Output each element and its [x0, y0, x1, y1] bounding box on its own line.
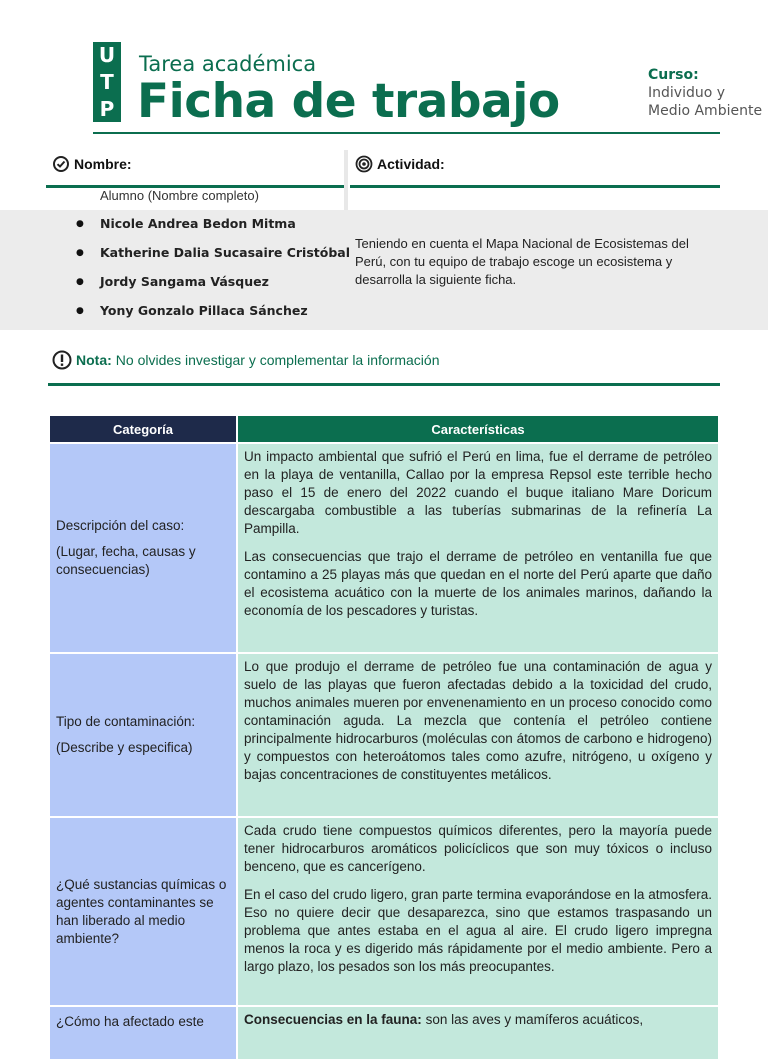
category-cell: [50, 1007, 236, 1059]
list-item: ● Katherine Dalia Sucasaire Cristóbal: [76, 243, 350, 272]
list-item: ● Nicole Andrea Bedon Mitma: [76, 214, 350, 243]
note: [52, 350, 439, 370]
activity-description: Teniendo en cuenta el Mapa Nacional de Ecosistemas del Perú, con tu equipo de trabajo escoge un ecosistema y desarrolla la siguiente ficha.: [355, 236, 689, 287]
characteristics-text: [244, 1011, 712, 1029]
document-subtitle: Tarea académica: [139, 52, 317, 76]
student-caption: Alumno (Nombre completo): [100, 188, 259, 203]
table-row: [50, 654, 718, 816]
characteristics-text: En el caso del crudo ligero, gran parte termina evaporándose en la atmosfera. Eso no quiere decir que desaparezca, sino que estamos traspasando un problema que antes estaba en el agua al aire. El crudo ligero impregna menos la roca y es digerido más rápidamente por el medio ambiente. Pero a largo plazo, los pesados son los más preocupantes.: [244, 887, 712, 974]
activity-label-text: Actividad:: [377, 156, 445, 172]
table-row: [50, 818, 718, 1005]
check-circle-icon: [52, 155, 70, 173]
course-name-line: Individuo y: [648, 85, 726, 101]
column-divider: [344, 150, 348, 210]
list-item: ● Yony Gonzalo Pillaca Sánchez: [76, 301, 350, 330]
logo-letter: T: [100, 69, 114, 94]
note-text: No olvides investigar y complementar la información: [115, 352, 440, 368]
category-text: ¿Cómo ha afectado este: [56, 1014, 204, 1029]
name-label-text: Nombre:: [74, 156, 132, 172]
category-cell: [50, 818, 236, 1005]
note-underline: [48, 383, 720, 386]
list-item: ● Jordy Sangama Vásquez: [76, 272, 350, 301]
note-label: Nota:: [76, 352, 112, 368]
activity-field-label: [355, 155, 445, 173]
exclamation-circle-icon: [52, 350, 72, 370]
table-row: [50, 1007, 718, 1059]
category-text: ¿Qué sustancias químicas o agentes contaminantes se han liberado al medio ambiente?: [56, 876, 227, 946]
logo-letter: U: [98, 43, 116, 68]
characteristics-text-rest: son las aves y mamíferos acuáticos,: [421, 1012, 644, 1027]
course-label: Curso:: [648, 67, 699, 83]
category-text: (Describe y especifica): [56, 740, 193, 755]
column-header-characteristics: Características: [238, 416, 718, 442]
name-field-label: [52, 155, 132, 173]
category-cell: [50, 654, 236, 816]
category-text: Tipo de contaminación:: [56, 714, 196, 729]
table-header-row: [50, 416, 718, 442]
logo-letter: P: [99, 96, 115, 121]
course-name-line: Medio Ambiente: [648, 103, 763, 119]
activity-field-underline: [350, 185, 720, 188]
characteristics-text: Un impacto ambiental que sufrió el Perú en lima, fue el derrame de petróleo en la playa de ventanilla, Callao por la empresa Repsol este terrible hecho paso el 15 de enero del 2022 cuando el buque italiano Mare Doricum descargaba combustible a las tuberías submarinas de la refinería La Pampilla.: [244, 449, 712, 536]
characteristics-text: Lo que produjo el derrame de petróleo fue una contaminación de agua y suelo de las playas que fueron afectadas debido a la toxicidad del crudo, muchos animales mueren por envenenamiento en un proceso conocido como contaminación aguda. La mezcla que contenía el petróleo contiene principalmente hidrocarburos (moléculas con átomos de carbono e hidrogeno) y compuestos con heteroátomos tales como azufre, nitrógeno, u oxígeno y bajas concentraciones de constituyentes metálicos.: [244, 659, 712, 782]
table-row: [50, 444, 718, 652]
target-icon: [355, 155, 373, 173]
characteristics-cell: [238, 818, 718, 1005]
student-list: [76, 214, 350, 330]
characteristics-cell: [238, 654, 718, 816]
category-text: Descripción del caso:: [56, 518, 185, 533]
utp-logo: [93, 42, 121, 122]
column-header-category: Categoría: [50, 416, 236, 442]
characteristics-bold-lead: Consecuencias en la fauna:: [244, 1012, 422, 1027]
header-divider: [93, 132, 720, 134]
characteristics-text: Cada crudo tiene compuestos químicos diferentes, pero la mayoría puede tener hidrocarburos aromáticos policíclicos que son muy tóxicos o incluso benceno, que es cancerígeno.: [244, 823, 712, 874]
characteristics-cell: [238, 1007, 718, 1059]
course-info: [648, 66, 766, 120]
document-title: Ficha de trabajo: [137, 74, 560, 129]
category-text: (Lugar, fecha, causas y consecuencias): [56, 544, 196, 577]
worksheet-table: [48, 414, 720, 1061]
characteristics-cell: [238, 444, 718, 652]
category-cell: [50, 444, 236, 652]
characteristics-text: Las consecuencias que trajo el derrame de petróleo en ventanilla fue que contamino a 25 playas más que quedan en el norte del Perú aparte que daño el ecosistema acuático con la muerte de los animales marinos, dañando la economía de los pescadores y turistas.: [244, 549, 712, 618]
